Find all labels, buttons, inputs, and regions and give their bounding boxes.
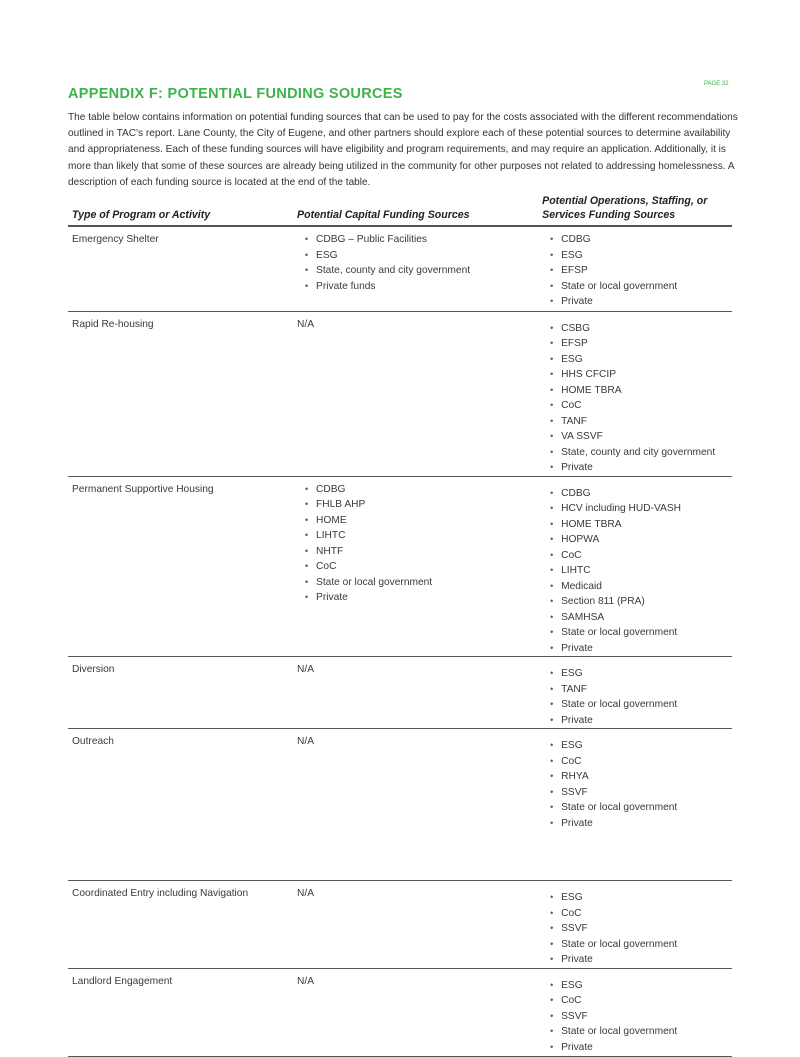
list-item: • HCV including HUD-VASH (550, 501, 732, 517)
list-item: • State or local government (550, 697, 732, 713)
table-row (68, 657, 732, 729)
operations-list (542, 666, 732, 728)
intro-paragraph: The table below contains information on potential funding sources that can be used to pay for the costs associated with the different recommendations outlined in TAC's report. Lane County, the City of Eugene, and other partners should explore each of these potential sources to determine availability and appropriateness. Each of these funding sources will have eligibility and program requirements, and may require an application. Additionally, it is more than likely that some of these sources are already being utilized in the community for other purposes not related to addressing homelessness. A description of each funding source is located at the end of the table. (68, 112, 738, 188)
list-item: • SAMHSA (550, 610, 732, 626)
operations-cell (538, 657, 732, 729)
list-item: • CDBG – Public Facilities (305, 232, 538, 248)
list-item: • ESG (550, 738, 732, 754)
table-row (68, 226, 732, 311)
list-item: • CDBG (550, 232, 732, 248)
list-item: • LIHTC (550, 563, 732, 579)
list-item: • CoC (550, 906, 732, 922)
program-cell: Landlord Engagement (68, 968, 293, 1056)
list-item: • CSBG (550, 321, 732, 337)
list-item: • ESG (550, 248, 732, 264)
header-operations: Potential Operations, Staffing, or Services Funding Sources (538, 194, 732, 226)
list-item: • SSVF (550, 785, 732, 801)
list-item: • State or local government (550, 800, 732, 816)
list-item: • SSVF (550, 1009, 732, 1025)
table-body (68, 226, 732, 1056)
list-item: • CoC (550, 993, 732, 1009)
list-item: • VA SSVF (550, 429, 732, 445)
list-item: • CDBG (305, 482, 538, 498)
operations-cell (538, 729, 732, 881)
list-item: • ESG (550, 890, 732, 906)
capital-cell (293, 226, 538, 311)
operations-list (542, 978, 732, 1056)
list-item: • Private (550, 816, 732, 832)
list-item: • FHLB AHP (305, 497, 538, 513)
list-item: • Private (550, 713, 732, 729)
table-row (68, 968, 732, 1056)
list-item: • HOPWA (550, 532, 732, 548)
program-cell: Coordinated Entry including Navigation (68, 881, 293, 969)
list-item: • Private (550, 460, 732, 476)
list-item: • ESG (305, 248, 538, 264)
table-row (68, 476, 732, 657)
page-number: PAGE 32 (704, 81, 729, 87)
operations-list (542, 738, 732, 831)
list-item: • CoC (550, 754, 732, 770)
table-row (68, 311, 732, 476)
header-program: Type of Program or Activity (68, 194, 293, 226)
operations-list (542, 486, 732, 657)
list-item: • Private (550, 641, 732, 657)
operations-cell (538, 311, 732, 476)
table-row (68, 729, 732, 881)
operations-list (542, 232, 732, 310)
list-item: • Medicaid (550, 579, 732, 595)
program-cell: Emergency Shelter (68, 226, 293, 311)
list-item: • TANF (550, 414, 732, 430)
list-item: • Section 811 (PRA) (550, 594, 732, 610)
list-item: • SSVF (550, 921, 732, 937)
list-item: • HOME TBRA (550, 517, 732, 533)
header-capital: Potential Capital Funding Sources (293, 194, 538, 226)
list-item: • State or local government (550, 1024, 732, 1040)
operations-cell (538, 226, 732, 311)
list-item: • Private (550, 1040, 732, 1056)
capital-list (297, 232, 538, 294)
operations-cell (538, 476, 732, 657)
list-item: • CoC (550, 548, 732, 564)
capital-cell: N/A (293, 311, 538, 476)
capital-cell: N/A (293, 729, 538, 881)
program-cell: Outreach (68, 729, 293, 881)
list-item: • RHYA (550, 769, 732, 785)
operations-cell (538, 968, 732, 1056)
operations-list (542, 321, 732, 476)
list-item: • NHTF (305, 544, 538, 560)
list-item: • State or local government (550, 625, 732, 641)
program-cell: Permanent Supportive Housing (68, 476, 293, 657)
table-header-row (68, 194, 732, 226)
list-item: • Private (550, 294, 732, 310)
program-cell: Diversion (68, 657, 293, 729)
funding-sources-table (68, 194, 732, 1057)
list-item: • CDBG (550, 486, 732, 502)
list-item: • EFSP (550, 336, 732, 352)
capital-cell: N/A (293, 881, 538, 969)
operations-list (542, 890, 732, 968)
list-item: • State or local government (305, 575, 538, 591)
page-title: APPENDIX F: POTENTIAL FUNDING SOURCES (68, 86, 403, 102)
capital-cell: N/A (293, 657, 538, 729)
list-item: • ESG (550, 978, 732, 994)
list-item: • LIHTC (305, 528, 538, 544)
capital-list (297, 482, 538, 606)
table-row (68, 881, 732, 969)
list-item: • HHS CFCIP (550, 367, 732, 383)
list-item: • CoC (305, 559, 538, 575)
list-item: • Private (550, 952, 732, 968)
program-cell: Rapid Re-housing (68, 311, 293, 476)
list-item: • State or local government (550, 279, 732, 295)
capital-cell (293, 476, 538, 657)
list-item: • ESG (550, 352, 732, 368)
capital-cell: N/A (293, 968, 538, 1056)
list-item: • EFSP (550, 263, 732, 279)
list-item: • State, county and city government (550, 445, 732, 461)
list-item: • TANF (550, 682, 732, 698)
list-item: • Private funds (305, 279, 538, 295)
list-item: • HOME (305, 513, 538, 529)
list-item: • ESG (550, 666, 732, 682)
list-item: • State, county and city government (305, 263, 538, 279)
list-item: • HOME TBRA (550, 383, 732, 399)
list-item: • Private (305, 590, 538, 606)
list-item: • State or local government (550, 937, 732, 953)
operations-cell (538, 881, 732, 969)
list-item: • CoC (550, 398, 732, 414)
